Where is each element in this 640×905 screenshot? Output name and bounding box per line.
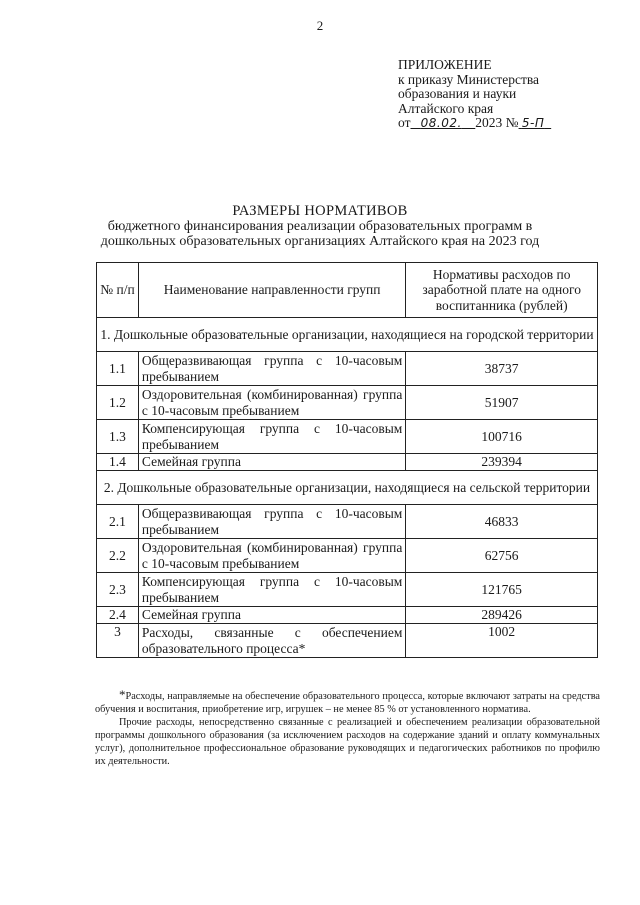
row-name: Компенсирующая группа с 10-часовым пребыванием (138, 573, 405, 607)
row-value: 38737 (406, 352, 598, 386)
appendix-block (398, 58, 551, 131)
row-name: Семейная группа (138, 607, 405, 624)
row-value: 51907 (406, 386, 598, 420)
row-num: 2.2 (97, 539, 139, 573)
row-value: 289426 (406, 607, 598, 624)
row-name: Оздоровительная (комбинированная) группа с 10-часовым пребыванием (138, 386, 405, 420)
number-underline (519, 115, 552, 130)
heading-line-2: бюджетного финансирования реализации образовательных программ в (107, 219, 533, 234)
table-row (97, 505, 598, 539)
row-num: 2.3 (97, 573, 139, 607)
table-row (97, 454, 598, 471)
row-num: 2.4 (97, 607, 139, 624)
section-row-urban (97, 318, 598, 352)
heading-title: РАЗМЕРЫ НОРМАТИВОВ (232, 203, 408, 219)
table-header-row (97, 263, 598, 318)
row-name: Компенсирующая группа с 10-часовым пребыванием (138, 420, 405, 454)
row-num: 1.1 (97, 352, 139, 386)
heading-line-3: дошкольных образовательных организациях Алтайского края на 2023 год (100, 234, 540, 249)
footnotes (95, 688, 600, 768)
row-name: Семейная группа (138, 454, 405, 471)
appendix-title: ПРИЛОЖЕНИЕ (398, 57, 492, 72)
section-row-rural (97, 471, 598, 505)
row-num: 1.3 (97, 420, 139, 454)
row-name: Расходы, связанные с обеспечением образовательного процесса* (138, 624, 405, 658)
row-value: 62756 (406, 539, 598, 573)
row-name: Оздоровительная (комбинированная) группа с 10-часовым пребыванием (138, 539, 405, 573)
table-row (97, 352, 598, 386)
table-row (97, 607, 598, 624)
year-label: 2023 № (475, 115, 519, 130)
appendix-line-3: Алтайского края (398, 100, 494, 116)
row-name: Общеразвивающая группа с 10-часовым пребыванием (138, 352, 405, 386)
row-num: 3 (97, 624, 139, 658)
footnote-2: Прочие расходы, непосредственно связанные с реализацией и обеспечением реализации образовательной программы дошкольного образования (за исключением расходов на содержание зданий и оплату коммунальных услуг), дополнительное профессиональное образование руководящих и педагогических работников по профилю их деятельности. (95, 717, 600, 767)
table-row (97, 539, 598, 573)
appendix-date-line (398, 116, 551, 131)
row-num: 1.2 (97, 386, 139, 420)
section-title: 2. Дошкольные образовательные организации, находящиеся на сельской территории (97, 471, 598, 505)
footnote-1 (95, 688, 600, 716)
footnote-1-text: Расходы, направляемые на обеспечение образовательного процесса, которые включают затраты на средства обучения и воспитания, приобретение игр, игрушек – не менее 85 % от установленного норматива. (95, 691, 600, 715)
table-row (97, 573, 598, 607)
row-value: 121765 (406, 573, 598, 607)
header-num: № п/п (97, 263, 139, 318)
appendix-line-2: образования и науки (398, 86, 517, 101)
date-underline (410, 115, 475, 130)
row-value: 46833 (406, 505, 598, 539)
handwritten-date: 08.02. (420, 116, 462, 130)
section-title: 1. Дошкольные образовательные организации, находящиеся на городской территории (97, 318, 598, 352)
page-number: 2 (316, 18, 324, 33)
table-row (97, 624, 598, 658)
date-prefix: от (398, 115, 411, 130)
row-value: 1002 (406, 624, 598, 658)
footnote-star: * (119, 687, 126, 702)
row-value: 100716 (406, 420, 598, 454)
appendix-line-1: к приказу Министерства (398, 71, 540, 87)
table-row (97, 386, 598, 420)
row-num: 1.4 (97, 454, 139, 471)
normatives-table (96, 262, 598, 658)
header-value: Нормативы расходов по заработной плате на одного воспитанника (рублей) (406, 263, 598, 318)
row-name: Общеразвивающая группа с 10-часовым пребыванием (138, 505, 405, 539)
handwritten-number: 5-П (521, 116, 545, 130)
document-heading (0, 204, 640, 249)
row-num: 2.1 (97, 505, 139, 539)
table-row (97, 420, 598, 454)
header-name: Наименование направленности групп (138, 263, 405, 318)
row-value: 239394 (406, 454, 598, 471)
